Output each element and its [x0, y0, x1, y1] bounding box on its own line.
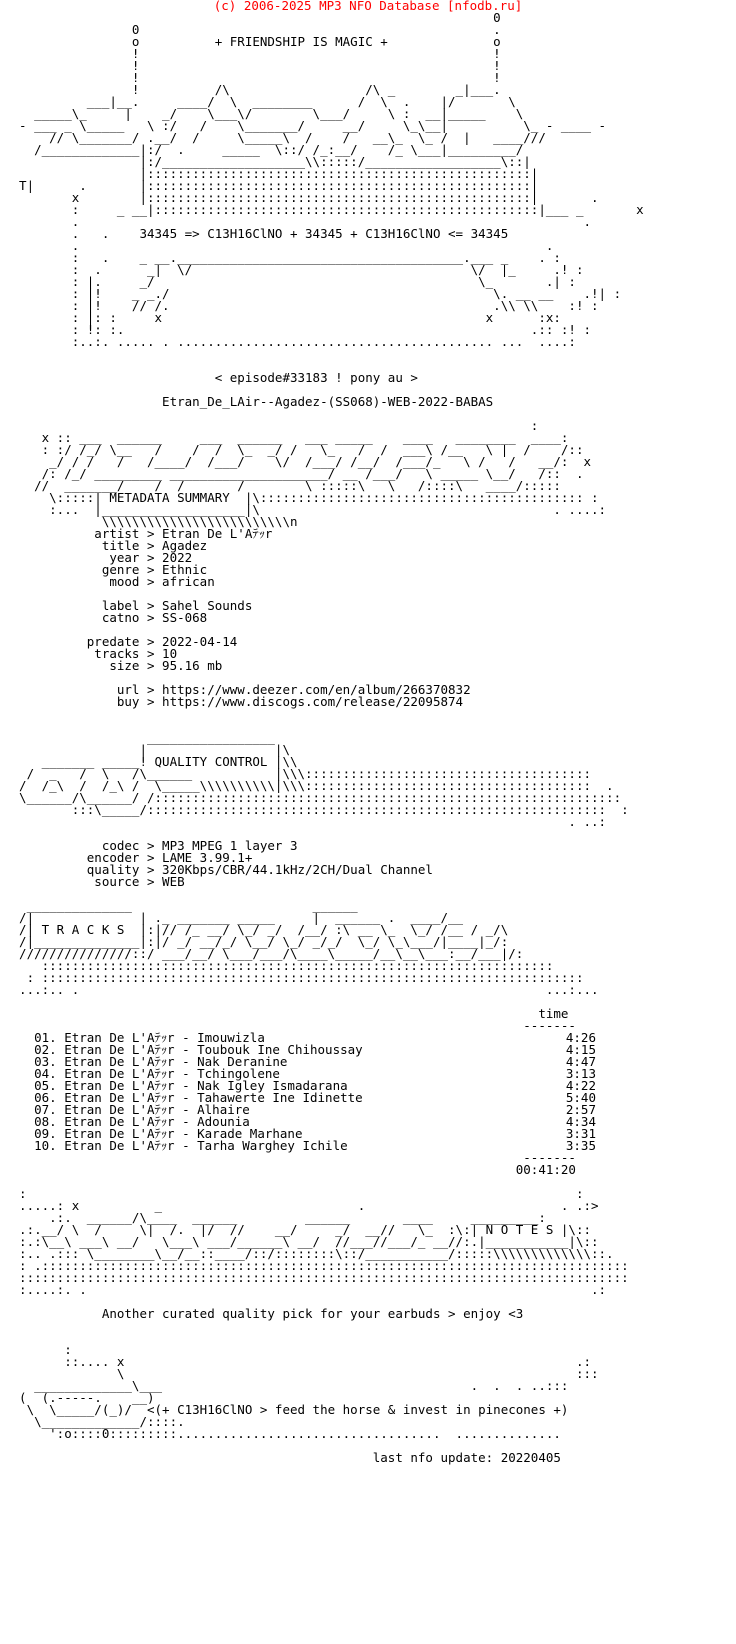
site-header: (c) 2006-2025 MP3 NFO Database [nfodb.ru] [213, 0, 523, 13]
nfo-text-body: 0 0 . o + FRIENDSHIP IS MAGIC + o ! ! ! ! ! ! ! /\ /\ _ _|___. ___|__. ____/ \ ________ / \ . |/ \ _____\_ | _/ \___\/ \___/ \ : __|_____ \ - ___ _ \_____ \ :/ / \_______/ __/ \_\__| \_ - ____ - // \_______/ .__/ / \_____\ / / __\_ \_ / | ____/// /_____________|:/ . _____ \::/ /_:__/ /_ \___|_________/ |:/___________________\\:::::/__________________\::| |:::::::::::::::::::::::::::::::::::::::::::::::::::| T| . |:::::::::::::::::::::::::::::::::::::::::::::::::::| x |:::::::::::::::::::::::::::::::::::::::::::::::::::| . : _ __|:::::::::::::::::::::::::::::::::::::::::::::::::::|___ _ x . . . . 34345 => C13H16ClNO + 34345 + C13H16ClNO <= 34345 . . : . _ __.______________________________________.___ _ . : : . _| \/ \/ |_ .! : : |. _/ \_ .| : : |! _ _./ \. __ __ .!| : : |! // /. .\\ \\ :! : : |: : x x :x: : !: :. .:: :! : :..:. ..... . .......................................... ... ....: < episode#33183 ! pony au > Etran_De_LAir--Agadez-(SS068)-WEB-2022-BABAS : x :: ___ ______ ___ ______ ___ _____ ____ ________ ____: : :/ /_/ \__ / / / \_ _/ / \_ / / ___\ /__ \ | / /:: _/ / / / /____/ /___/ \/ /___/ /__/ /___/_ \ / / __/: x /: /_/ _________ _____________________/ __ /___/ \ _____ \__/ /:: . // _______/ / / / \ :::::\ \ /::::\ ____/::::: \:::::| METADATA SUMMARY |\::::::::::::::::::::::::::::::::::::::::::: : :... |___________________|\ . ....: \\\\\\\\\\\\\\\\\\\\\\\\\n artist > Etran De L'Aﾃｯr title > Agadez year > 2022 genre > Ethnic mood > african label > Sahel Sounds catno > SS-068 predate > 2022-04-14 tracks > 10 size > 95.16 mb url > https://www.deezer.com/en/album/266370832 buy > https://www.discogs.com/release/22095874 _________________ | |\ _______ _____! QUALITY CONTROL |\\ / _ / \ /\______ |\\\:::::::::::::::::::::::::::::::::::::: / /_\ / /_\ / \_____\\\\\\\\\\|\\\:::::::::::::::::::::::::::::::::::::: . \______/\______/ /:::::::::::::::::::::::::::::::::::::::::::::::::::::::::::::: :::\_____/::::::::::::::::::::::::::::::::::::::::::::::::::::::::::::: : . ..: codec > MP3 MPEG 1 layer 3 encoder > LAME 3.99.1+ quality > 320Kbps/CBR/44.1kHz/2CH/Dual Channel source > WEB ______________ ______ /| | ._ _______ _____ | ______ . ____/__ /| T R A C K S |:|// /_ __/ \_/ _/ /__/ :\ __ \_ \_/ /__ / _/\ /|______________|:|/ _/ __/_/ \__/ \_/ _/_/ \_/ \_\___/|____|_/: ///////////////::/ ___/__/ \___/___/\____\_____/__\__\___:__/___|/: :::::::::::::::::::::::::::::::::::::::::::::::::::::::::::::::::::: : :::::::::::::::::::::::::::::::::::::::::::::::::::::::::::::::::::::::: ...:.. . ...:... time ------- 01. Etran De L'Aﾃｯr - Imouwizla 4:26 02. Etran De L'Aﾃｯr - Toubouk Ine Chihoussay 4:15 03. Etran De L'Aﾃｯr - Nak Deranine 4:47 04. Etran De L'Aﾃｯr - Tchingolene 3:13 05. Etran De L'Aﾃｯr - Nak Igley Ismadarana 4:22 06. Etran De L'Aﾃｯr - Tahawerte Ine Idinette 5:40 07. Etran De L'Aﾃｯr - Alhaire 2:57 08. Etran De L'Aﾃｯr - Adounia 4:34 09. Etran De L'Aﾃｯr - Karade Marhane 3:31 10. Etran De L'Aﾃｯr - Tarha Warghey Ichile 3:35 ------- 00:41:20 : : .....: x _ . . .:> .:. ______/\____ ______ ______ ____ _________: .:.__/ \ / \| /. |/ // __/ _/ __// \_ :\:| N O T E S |\:: :.:\__\ ___\ __/ \___\ ___/______\ __/ //___//___/_ __//:.|___________|\:: :.. .::: \________\__/__::____/::/::::::::\::/___________/:::::\\\\\\\\\\\\\::. : .:::::::::::::::::::::::::::::::::::::::::::::::::::::::::::::::::::::::::::::: ::::::::::::::::::::::::::::::::::::::::::::::::::::::::::::::::::::::::::::::::: :....:. . .: Another curated quality pick for your earbuds > enjoy <3 : ::.... x .: \ ::: _____________\___ . . . ..::: ( (.-----. __) \ \_____/(_)/ <(+ C13H16ClNO > feed the horse & invest in pinecones +) \_____________/::::. ':o::::0:::::::::................................... .............. last nfo update: 20220405 [19, 10, 644, 1465]
